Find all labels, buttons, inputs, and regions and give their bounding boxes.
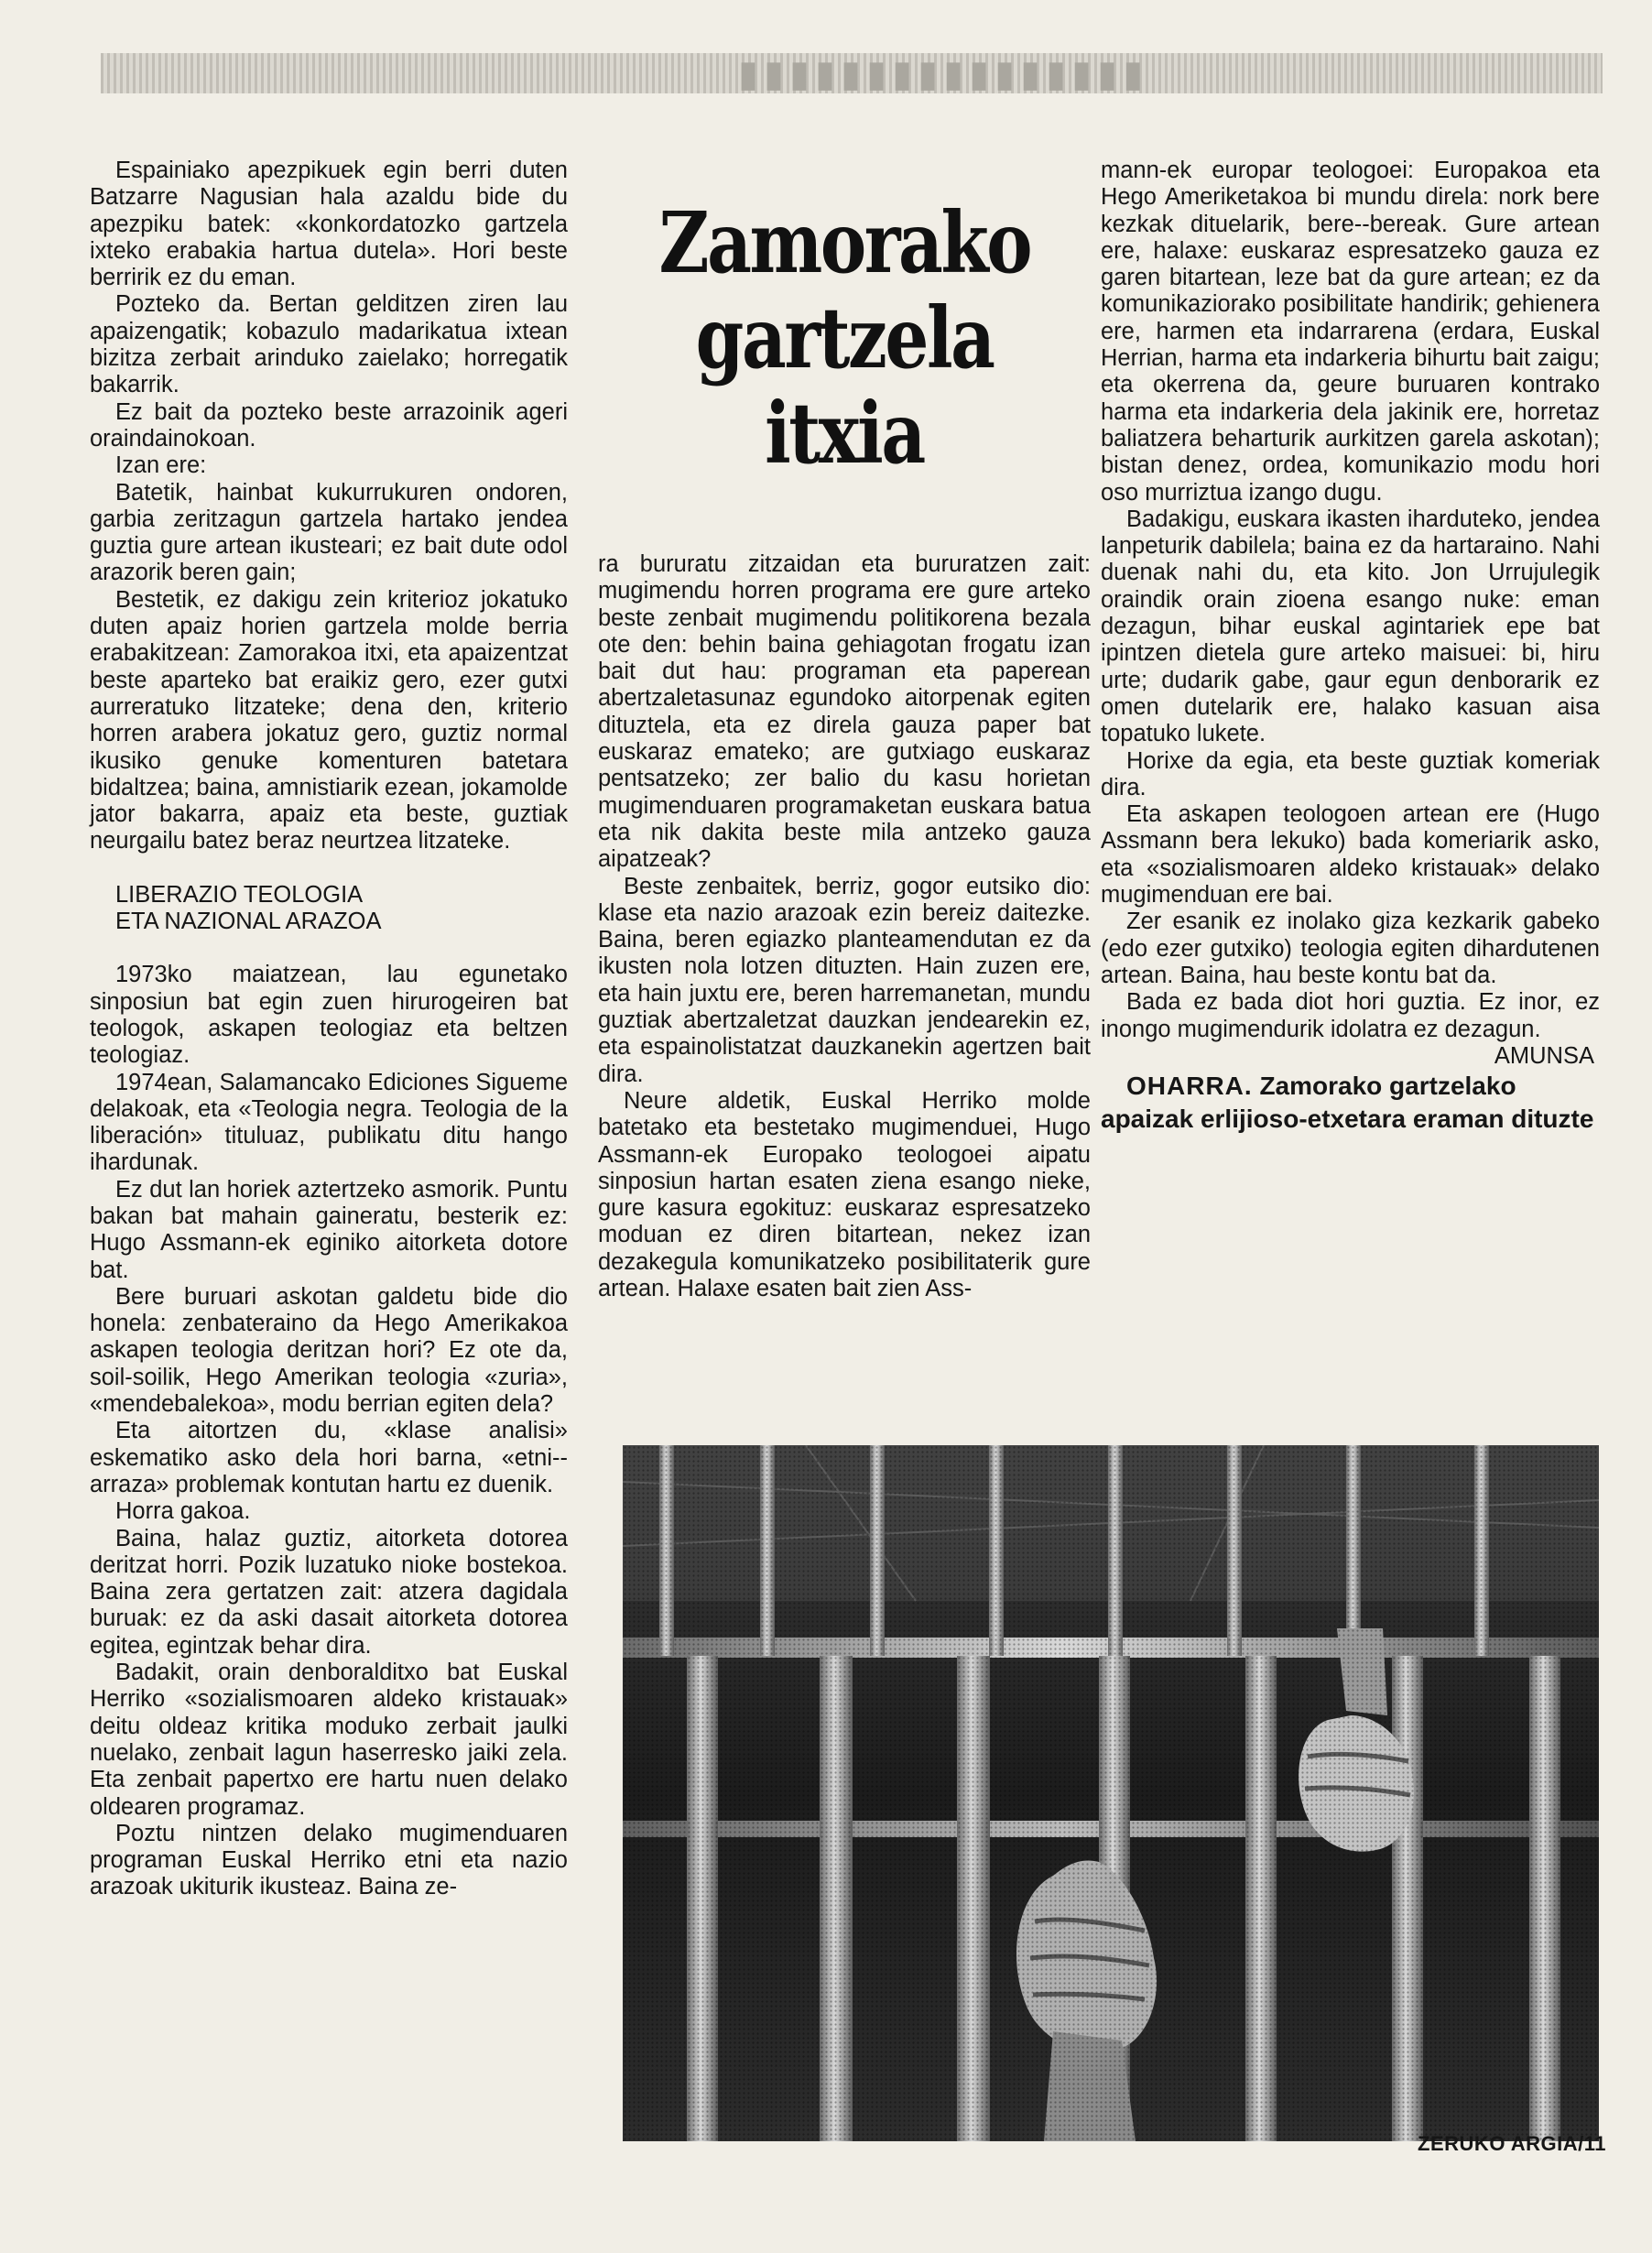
editor-note xyxy=(1101,1070,1600,1136)
paragraph: Horixe da egia, eta beste guztiak komeriak dira. xyxy=(1101,747,1600,800)
paragraph: Eta aitortzen du, «klase analisi» eskematiko asko dela hori barna, «etni--arraza» problemak kontutan hartu ez duenik. xyxy=(90,1418,568,1497)
column-one xyxy=(90,158,568,1901)
section-heading-line: LIBERAZIO TEOLOGIA xyxy=(115,881,364,908)
paragraph: Beste zenbaitek, berriz, gogor eutsiko dio: klase eta nazio arazoak ezin bereiz daitezke. Baina, beren egiazko planteamendutan ez da ikusten nola lotzen dituzten. Hain zuzen ere, eta hain juxtu ere, beren harremanetan, mundu guztiak abertzaletzat dauzkan jendearekin ez, eta espainolistatzat dauzkanekin agertzen bait dira. xyxy=(598,873,1091,1087)
paragraph: mann-ek europar teologoei: Europakoa eta Hego Ameriketakoa bi mundu direla: nork bere kezkak dituelarik, bere--bereak. Gure artean ere, halaxe: euskaraz espresatzeko gauza ez garen bitartean, leze bat da gure artean; ez da komunikaziorako posibilitate handirik; gehienera ere, harmen eta indarrarena (erdara, Euskal Herrian, harma eta indarkeria bihurtu bait zaigu; eta okerrena da, geure buruaren kontrako harma eta indarkeria dela jakinik ere, horretaz baliatzera beharturik aurkitzen garela askotan); bistan denez, ordea, komunikazio modu hori oso murriztua izango dugu. xyxy=(1101,158,1600,506)
paragraph: Badakigu, euskara ikasten ihardutеko, jendea lanpeturik dabilela; baina ez da hartaraino. Nahi duenak nahi du, eta kito. Jon Urrujulegik oraindik orain zioena esango nuke: eman dezagun, bihar euskal agintariek epe bat ipintzen dietela gure arteko maisuei: bi, hiru urte; dudarik gabe, gaur egun denborarik ez omen dutelarik ere, halako kasuan aisa topatuko lukete. xyxy=(1101,506,1600,747)
paragraph: Horra gakoa. xyxy=(115,1498,251,1525)
paragraph: Eta askapen teologoen artean ere (Hugo Assmann bera lekuko) bada komeriarik asko, eta «sozialismoaren aldeko kristauak» delako mugimenduan ere bai. xyxy=(1101,801,1600,909)
bleed-through-text: ▮▮▮▮▮▮▮▮▮▮▮▮▮▮▮▮ xyxy=(733,54,1144,94)
paragraph: 1973ko maiatzean, lau egunetako sinposiun bat egin zuen hirurogeiren bat teologok, askapen teologiaz eta beltzen teologiaz. xyxy=(90,962,568,1069)
paragraph: ra bururatu zitzaidan eta bururatzen zait: mugimendu horren programa ere gure arteko beste zenbait mugimendu politikorena bezala ote den: behin baina gehiagotan frogatu izan bait dut hau: programan eta paperean abertzaletasunaz egundoko aitorpenak egiten dituztela, eta ez direla gauza paper bat euskaraz emateko; are gutxiago euskaraz pentsatzeko; zer balio du kasu horietan mugimenduaren programaketan euskara batua eta nik dakita beste mila antzeko gauza aipatzeak? xyxy=(598,551,1091,873)
paragraph: Ez dut lan horiek aztertzeko asmorik. Puntu bakan bat mahain gaineratu, besterik ez: Hugo Assmann-ek eginiko aitorketa dotore bat. xyxy=(90,1176,568,1283)
paragraph: Bada ez bada diot hori guztia. Ez inor, ez inongo mugimendurik idolatra ez dezagun. xyxy=(1101,989,1600,1042)
paragraph: Espainiako apezpikuek egin berri duten Batzarre Nagusian hala azaldu bide du apezpiku batek: «konkordatozko gartzela ixteko erabakia hartua dutela». Hori beste berririk ez du eman. xyxy=(90,158,568,291)
title-line: Zamorako xyxy=(658,193,1030,292)
prison-bars-hands-icon xyxy=(623,1445,1599,2141)
paragraph: Baina, halaz guztiz, aitorketa dotorea deritzat horri. Pozik luzatuko nioke bostekoa. Baina zera gertatzen zait: atzera dagidala buruak: ez da aski dasait aitorketa dotorea egitea, egintzak behar dira. xyxy=(90,1525,568,1659)
section-heading xyxy=(90,882,568,936)
paragraph: 1974ean, Salamancako Ediciones Sigueme delakoak, eta «Teologia negra. Teologia de la liberación» tituluaz, publikatu ditu hango ihardunak. xyxy=(90,1069,568,1176)
title-line: gartzela xyxy=(695,288,994,387)
paragraph: Poztu nintzen delako mugimenduaren programan Euskal Herriko etni eta nazio arazoak ukiturik ikusteaz. Baina ze- xyxy=(90,1820,568,1900)
paragraph: Bestetik, ez dakigu zein kriterioz jokatuko duten apaiz horien gartzela molde berria erabakitzean: Zamorakoa itxi, eta apaizentzat beste aparteko bat eraikiz gero, ezer gutxi aurreratuko litzateke; dena den, kriterio horren arabera jokatuz gero, guztiz normal ikusiko genuke komenturen batetara bidaltzea; baina, amnistiarik ezean, jokamolde jator bakarra, apaiz eta beste, guztiak neurgailu batez beraz neurtzea litzateke. xyxy=(90,586,568,854)
note-lead: OHARRA. xyxy=(1126,1072,1253,1101)
page-footer: ZERUKO ARGIA/11 xyxy=(1418,2132,1606,2155)
column-three xyxy=(1101,158,1600,1136)
paragraph: Izan ere: xyxy=(115,452,207,479)
col1-body xyxy=(90,962,568,1900)
title-line: itxia xyxy=(765,384,924,483)
paragraph: Bere buruari askotan galdetu bide dio honela: zenbateraino da Hego Amerikakoa askapen teologia deritzan hori? Ez ote da, soil-soilik, Hego Amerikan teologia «zuria», «mendebalekoa», modu berrian egiten dela? xyxy=(90,1283,568,1418)
author-signature: AMUNSA xyxy=(1494,1042,1594,1069)
col1-intro xyxy=(90,158,568,855)
paragraph: Badakit, orain denboralditxo bat Euskal Herriko «sozialismoaren aldeko kristauak» deitu oldeaz kritika moduko zerbait jaulki nuelako, zenbait lagun haserresko jaiki zela. Eta zenbait papertxo ere hartu nuen delako oldearen programaz. xyxy=(90,1660,568,1820)
paragraph: Batetik, hainbat kukurrukuren ondoren, garbia zeritzagun gartzela hartako jendea guztia gure artean ikusteari; ez bait dute odol arazorik beren gain; xyxy=(90,479,568,586)
column-two xyxy=(598,551,1091,1302)
paragraph: Pozteko da. Bertan gelditzen ziren lau apaizengatik; kobazulo madarikatua ixtean bizitza zerbait arinduko zaielako; horregatik bakarrik. xyxy=(90,291,568,398)
paragraph: Neure aldetik, Euskal Herriko molde batetako eta bestetako mugimenduei, Hugo Assmann-ek Europako teologoei aipatu sinposiun hartan esaten ziena esango nieke, gure kasura egokituz: euskaraz espresatzeko moduan ez diren bitartean, nekez izan dezakegula komunikatzeko posibilitaterik gure artean. Halaxe esaten bait zien Ass- xyxy=(598,1087,1091,1302)
paragraph: Zer esanik ez inolako giza kezkarik gabeko (edo ezer gutxiko) teologia egiten dihardutenen artean. Baina, hau beste kontu bat da. xyxy=(1101,909,1600,988)
paragraph: Ez bait da pozteko beste arrazoinik ageri oraindainokoan. xyxy=(90,398,568,452)
prison-bars-photo xyxy=(623,1445,1599,2141)
article-title xyxy=(598,147,1091,529)
note-text: Zamorako gartzelako apaizak erlijioso-etxetara eraman dituzte xyxy=(1101,1072,1594,1134)
section-heading-line: ETA NAZIONAL ARAZOA xyxy=(115,909,382,935)
